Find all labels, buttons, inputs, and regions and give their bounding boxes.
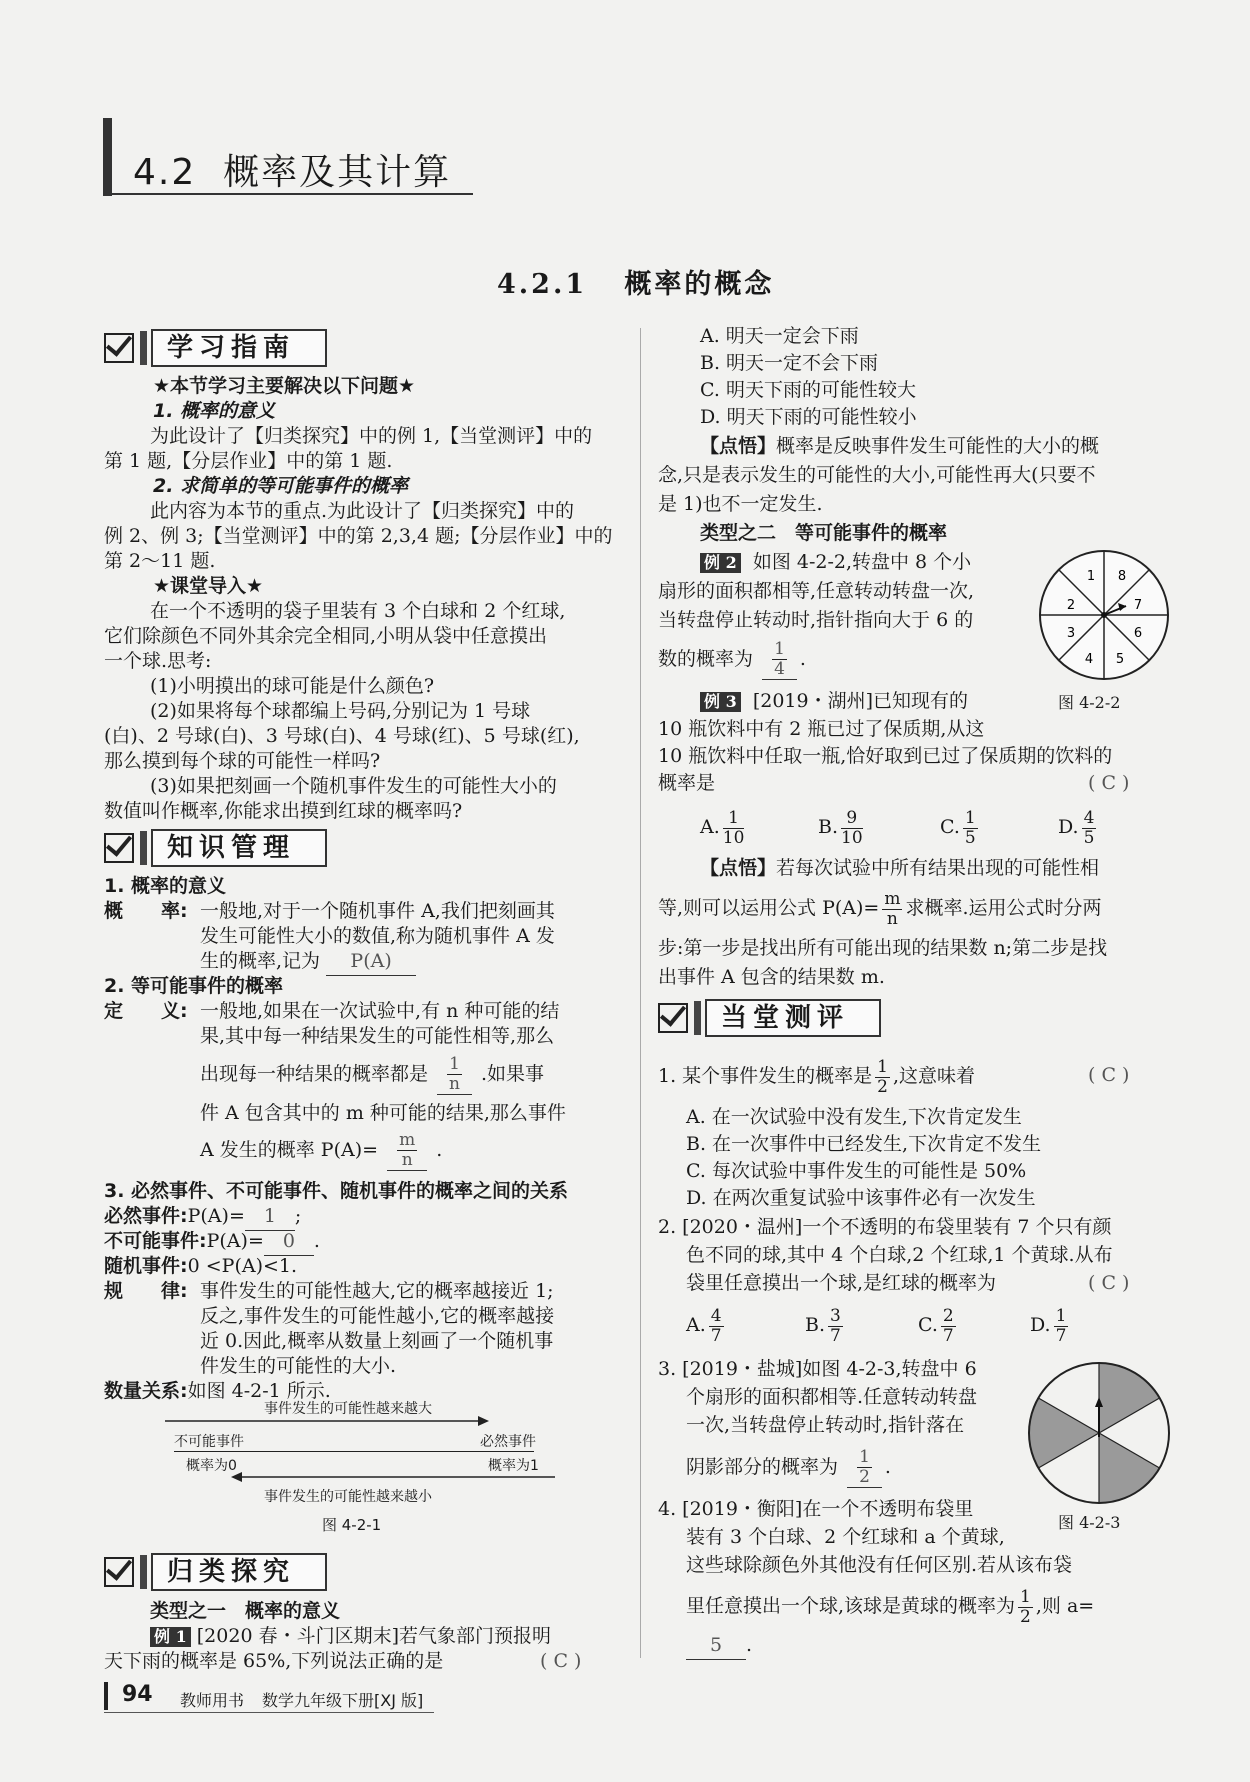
example-tag: 例 2 <box>700 553 741 573</box>
checkbox-icon <box>658 1003 688 1033</box>
checkbox-icon <box>104 1557 134 1587</box>
figure-caption: 图 4-2-2 <box>1058 693 1121 712</box>
footer-book: 教师用书 <box>180 1691 245 1710</box>
subsection-title: 4.2.1 概率的概念 <box>497 269 775 300</box>
arrow-left-icon <box>230 1470 560 1484</box>
chapter-name: 概率及其计算 <box>223 152 452 193</box>
svg-text:4: 4 <box>1084 652 1094 667</box>
answer: ( C ) <box>1088 1064 1130 1086</box>
figure-caption: 图 4-2-1 <box>322 1516 382 1534</box>
svg-text:5: 5 <box>1115 652 1125 667</box>
section-guide: 学习指南 <box>104 328 327 368</box>
figure-caption: 图 4-2-3 <box>1058 1513 1121 1532</box>
section-explore: 归类探究 <box>104 1552 327 1592</box>
answer: ( C ) <box>1088 1272 1130 1294</box>
guide-point2: 2. 求简单的等可能事件的概率 <box>153 475 409 497</box>
svg-text:8: 8 <box>1117 569 1127 584</box>
svg-text:2: 2 <box>1066 598 1076 613</box>
svg-text:1: 1 <box>1086 569 1096 584</box>
chapter-bar <box>103 118 112 196</box>
answer: ( C ) <box>1088 772 1130 794</box>
spinner-6-sectors <box>1026 1360 1172 1506</box>
fraction: $\frac{1}{2}$ <box>847 1448 882 1488</box>
fraction: $\frac{m}{n}$ <box>387 1131 427 1171</box>
example-tag: 例 3 <box>700 692 741 712</box>
chapter-number: 4.2 <box>133 152 197 193</box>
section-knowledge: 知识管理 <box>104 828 327 868</box>
guide-intro: ★本节学习主要解决以下问题★ <box>153 375 416 397</box>
example-tag: 例 1 <box>150 1627 191 1647</box>
figure-4-2-1: 事件发生的可能性越来越大 不可能事件 必然事件 概率为0 概率为1 事件发生的可能性越来越小 图 4-2-1 <box>160 1398 550 1528</box>
arrow-right-icon <box>160 1414 490 1428</box>
column-divider <box>640 328 641 1658</box>
answer: ( C ) <box>540 1650 582 1672</box>
answer-blank: 5 <box>686 1632 746 1660</box>
chapter-underline <box>103 193 473 195</box>
checkbox-icon <box>104 833 134 863</box>
section-test: 当堂测评 <box>658 998 881 1038</box>
page-number: 94 <box>122 1682 153 1707</box>
checkbox-icon <box>104 333 134 363</box>
fraction: $\frac{1}{4}$ <box>762 640 797 680</box>
svg-text:3: 3 <box>1066 626 1076 641</box>
svg-text:7: 7 <box>1133 598 1143 613</box>
footer-subject: 数学九年级下册[XJ 版] <box>262 1691 424 1710</box>
chapter-title <box>133 144 451 195</box>
axis-line <box>174 1451 534 1452</box>
footer-rule <box>104 1712 434 1713</box>
guide-lead: ★课堂导入★ <box>153 575 264 597</box>
footer-bar <box>104 1682 108 1710</box>
options-row: A. $\frac{1}{10}$ <box>700 807 745 848</box>
fraction: $\frac{1}{n}$ <box>437 1055 472 1095</box>
guide-point1: 1. 概率的意义 <box>153 400 276 422</box>
answer-blank: P(A) <box>326 948 416 976</box>
svg-text:6: 6 <box>1133 626 1143 641</box>
spinner-8-sectors <box>1034 545 1174 685</box>
